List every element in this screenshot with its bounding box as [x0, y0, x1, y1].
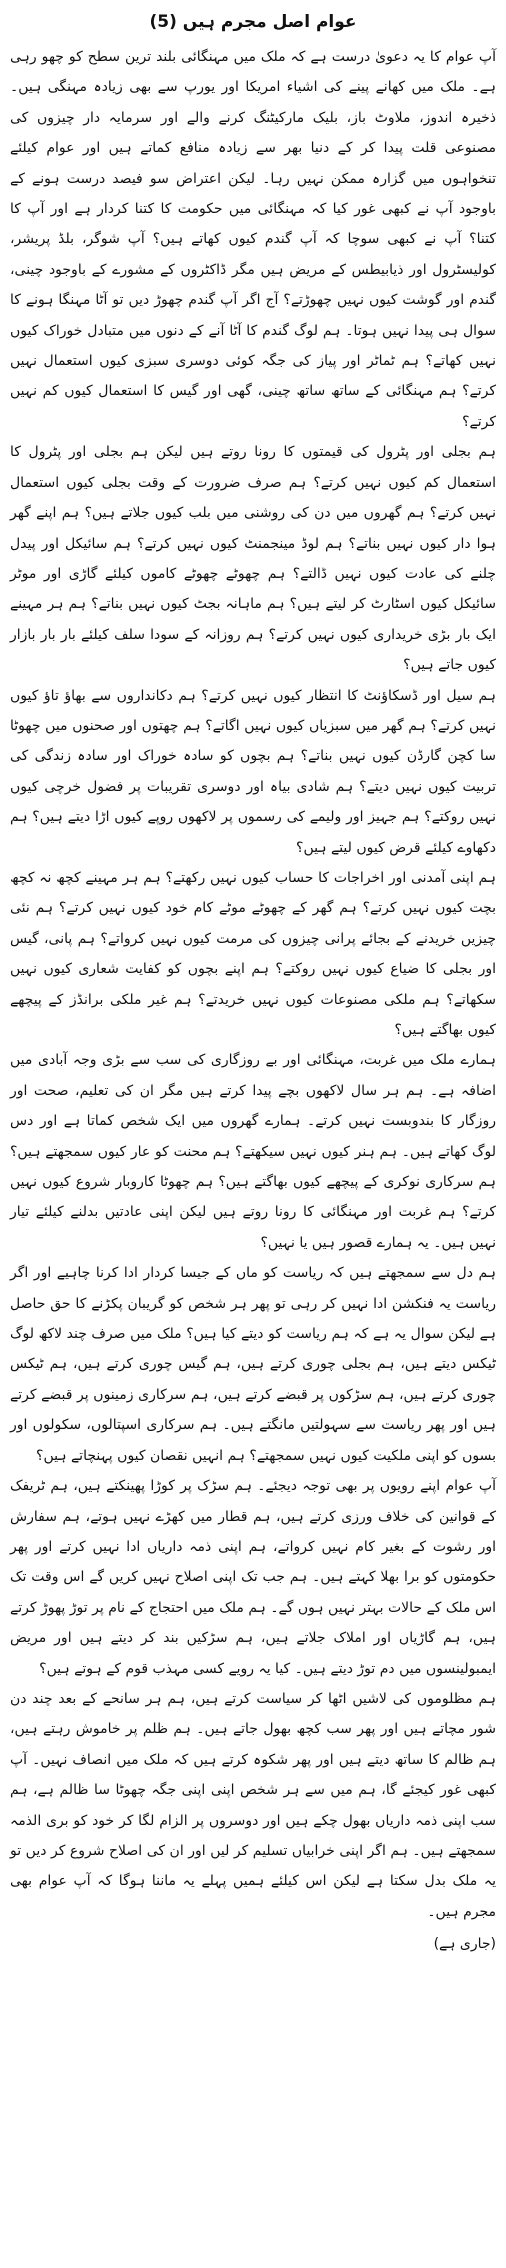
article-paragraph: ہم اپنی آمدنی اور اخراجات کا حساب کیوں نہیں رکھتے؟ ہم ہر مہینے کچھ نہ کچھ بچت کیوں نہیں کرتے؟ ہم گھر کے چھوٹے موٹے کام خود کیوں نہیں کرتے؟ ہم نئی چیزیں خریدنے کے بجائے پرانی چیزوں کی مرمت کیوں نہیں کرواتے؟ ہم پانی، گیس اور بجلی کا ضیاع کیوں نہیں روکتے؟ ہم اپنے بچوں کو کفایت شعاری کیوں نہیں سکھاتے؟ ہم ملکی مصنوعات کیوں نہیں خریدتے؟ ہم غیر ملکی برانڈز کے پیچھے کیوں بھاگتے ہیں؟ [10, 869, 496, 1038]
continued-note: (جاری ہے) [433, 1936, 496, 1953]
article-title: عوام اصل مجرم ہیں (5) [149, 12, 357, 32]
article-paragraph: آپ عوام کا یہ دعویٰ درست ہے کہ ملک میں مہنگائی بلند ترین سطح کو چھو رہی ہے۔ ملک میں کھانے پینے کی اشیاء امریکا اور یورپ سے بھی زیادہ مہنگی ہیں۔ ذخیرہ اندوز، ملاوٹ باز، بلیک مارکیٹنگ کرنے والے اور سرمایہ دار چیزوں کی مصنوعی قلت پیدا کر کے دنیا بھر سے زیادہ منافع کماتے ہیں اور عوام کیلئے تنخواہوں میں گزارہ ممکن نہیں رہا۔ لیکن اعتراض سو فیصد درست ہونے کے باوجود آپ نے کبھی غور کیا کہ مہنگائی میں حکومت کا کتنا کردار ہے اور آپ کا کتنا؟ آپ نے کبھی سوچا کہ آپ گندم کیوں کھاتے ہیں؟ آپ شوگر، بلڈ پریشر، کولیسٹرول اور ذیابیطس کے مریض ہیں مگر ڈاکٹروں کے مشورے کے باوجود چینی، گندم اور گوشت کیوں نہیں چھوڑتے؟ آج اگر آپ گندم چھوڑ دیں تو آٹا مہنگا ہونے کا سوال ہی پیدا نہیں ہوتا۔ ہم لوگ گندم کا آٹا آنے کے دنوں میں متبادل خوراک کیوں نہیں کھاتے؟ ہم ٹماٹر اور پیاز کی جگہ کوئی دوسری سبزی کیوں استعمال نہیں کرتے؟ ہم مہنگائی کے ساتھ ساتھ چینی، گھی اور گیس کا استعمال کیوں کم نہیں کرتے؟ [10, 49, 496, 430]
article-paragraph: ہم دل سے سمجھتے ہیں کہ ریاست کو ماں کے جیسا کردار ادا کرنا چاہیے اور اگر ریاست یہ فنکشن ادا نہیں کر رہی تو پھر ہر شخص کو گریبان پکڑنے کا حق حاصل ہے لیکن سوال یہ ہے کہ ہم ریاست کو دیتے کیا ہیں؟ ملک میں صرف چند لاکھ لوگ ٹیکس دیتے ہیں، ہم بجلی چوری کرتے ہیں، ہم گیس چوری کرتے ہیں، ہم ٹیکس چوری کرتے ہیں، ہم سڑکوں پر قبضے کرتے ہیں، ہم سرکاری زمینوں پر قبضے کرتے ہیں اور پھر ریاست سے سہولتیں مانگتے ہیں۔ ہم سرکاری اسپتالوں، سکولوں اور بسوں کو اپنی ملکیت کیوں نہیں سمجھتے؟ ہم انہیں نقصان کیوں پہنچاتے ہیں؟ [10, 1265, 496, 1464]
article-paragraph: ہم مظلوموں کی لاشیں اٹھا کر سیاست کرتے ہیں، ہم ہر سانحے کے بعد چند دن شور مچاتے ہیں اور پھر سب کچھ بھول جاتے ہیں۔ ہم ظلم پر خاموش رہتے ہیں، ہم ظالم کا ساتھ دیتے ہیں اور پھر شکوہ کرتے ہیں کہ ملک میں انصاف نہیں۔ آپ کبھی غور کیجئے گا، ہم میں سے ہر شخص اپنی اپنی جگہ چھوٹا سا ظالم ہے، ہم سب اپنی ذمہ داریاں بھول چکے ہیں اور دوسروں پر الزام لگا کر خود کو بری الذمہ سمجھتے ہیں۔ ہم اگر اپنی خرابیاں تسلیم کر لیں اور ان کی اصلاح شروع کر دیں تو یہ ملک بدل سکتا ہے لیکن اس کیلئے ہمیں پہلے یہ ماننا ہوگا کہ آپ عوام بھی مجرم ہیں۔ [10, 1690, 496, 1920]
article-paragraph: ہم بجلی اور پٹرول کی قیمتوں کا رونا روتے ہیں لیکن ہم بجلی اور پٹرول کا استعمال کم کیوں نہیں کرتے؟ ہم صرف ضرورت کے وقت بجلی کیوں استعمال نہیں کرتے؟ ہم گھروں میں دن کی روشنی میں بلب کیوں جلاتے ہیں؟ ہم اپنے گھر ہوا دار کیوں نہیں بناتے؟ ہم لوڈ مینجمنٹ کیوں نہیں کرتے؟ ہم سائیکل اور پیدل چلنے کی عادت کیوں نہیں ڈالتے؟ ہم چھوٹے چھوٹے کاموں کیلئے گاڑی اور موٹر سائیکل کیوں اسٹارٹ کر لیتے ہیں؟ ہم ماہانہ بجٹ کیوں نہیں بناتے؟ ہم ہر مہینے ایک بار بڑی خریداری کیوں نہیں کرتے؟ ہم روزانہ کے سودا سلف کیلئے بار بار بازار کیوں جاتے ہیں؟ [10, 444, 496, 674]
article-paragraph: ہم سیل اور ڈسکاؤنٹ کا انتظار کیوں نہیں کرتے؟ ہم دکانداروں سے بھاؤ تاؤ کیوں نہیں کرتے؟ ہم گھر میں سبزیاں کیوں نہیں اگاتے؟ ہم چھتوں اور صحنوں میں چھوٹا سا کچن گارڈن کیوں نہیں بناتے؟ ہم بچوں کو سادہ خوراک اور سادہ زندگی کی تربیت کیوں نہیں دیتے؟ ہم شادی بیاہ اور دوسری تقریبات پر فضول خرچی کیوں نہیں روکتے؟ ہم جہیز اور ولیمے کی رسموں پر لاکھوں روپے کیوں اڑا دیتے ہیں؟ ہم دکھاوے کیلئے قرض کیوں لیتے ہیں؟ [10, 687, 496, 856]
article-paragraph: آپ عوام اپنے رویوں پر بھی توجہ دیجئے۔ ہم سڑک پر کوڑا پھینکتے ہیں، ہم ٹریفک کے قوانین کی خلاف ورزی کرتے ہیں، ہم قطار میں کھڑے نہیں ہوتے، ہم سفارش اور رشوت کے بغیر کام نہیں کرواتے، ہم اپنی ذمہ داریاں ادا نہیں کرتے اور پھر حکومتوں کو برا بھلا کہتے ہیں۔ ہم جب تک اپنی اصلاح نہیں کریں گے اس وقت تک اس ملک کے حالات بہتر نہیں ہوں گے۔ ہم ملک میں احتجاج کے نام پر توڑ پھوڑ کرتے ہیں، ہم گاڑیاں اور املاک جلاتے ہیں، ہم سڑکیں بند کر دیتے ہیں اور مریض ایمبولینسوں میں دم توڑ دیتے ہیں۔ کیا یہ رویے کسی مہذب قوم کے ہوتے ہیں؟ [10, 1478, 496, 1677]
article-paragraph: ہمارے ملک میں غربت، مہنگائی اور بے روزگاری کی سب سے بڑی وجہ آبادی میں اضافہ ہے۔ ہم ہر سال لاکھوں بچے پیدا کرتے ہیں مگر ان کی تعلیم، صحت اور روزگار کا بندوبست نہیں کرتے۔ ہمارے گھروں میں ایک شخص کماتا ہے اور دس لوگ کھاتے ہیں۔ ہم ہنر کیوں نہیں سیکھتے؟ ہم محنت کو عار کیوں سمجھتے ہیں؟ ہم سرکاری نوکری کے پیچھے کیوں بھاگتے ہیں؟ ہم چھوٹا کاروبار شروع کیوں نہیں کرتے؟ ہم غربت اور مہنگائی کا رونا روتے ہیں لیکن اپنی عادتیں بدلنے کیلئے تیار نہیں ہیں۔ یہ ہمارے قصور ہیں یا نہیں؟ [10, 1052, 496, 1251]
article-body [10, 42, 496, 1927]
